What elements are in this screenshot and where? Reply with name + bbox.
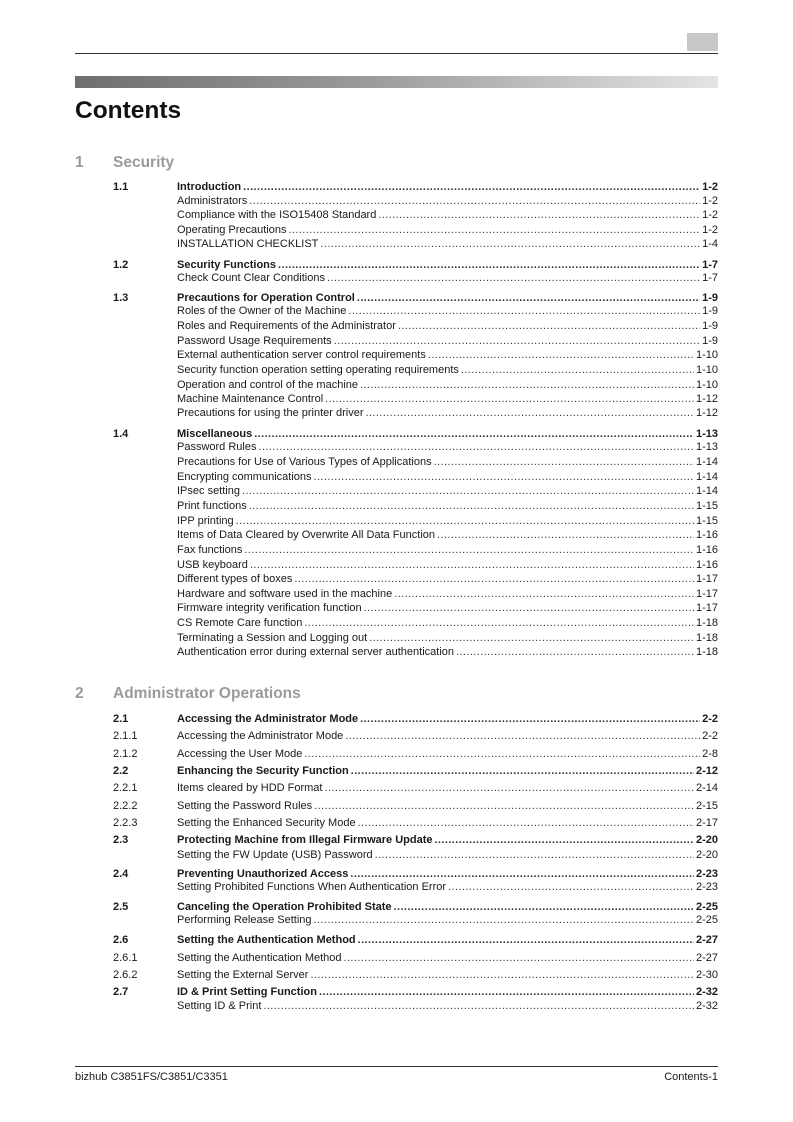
header-tab-marker [687,33,718,51]
toc-page-number[interactable]: 1-10 [695,379,718,391]
toc-entry-title[interactable]: Miscellaneous [177,428,253,440]
toc-entry[interactable] [113,455,718,469]
chapter-number: 1 [75,154,84,171]
toc-page-number[interactable]: 1-9 [702,292,718,304]
toc-entry[interactable] [113,427,718,441]
toc-page-number[interactable]: 2-12 [695,765,718,777]
toc-dot-leader [369,631,694,645]
toc-page-number[interactable]: 1-13 [695,441,718,453]
toc-entry-title[interactable]: Operating Precautions [177,224,287,236]
toc-dot-leader [365,406,693,420]
toc-entry[interactable] [113,601,718,615]
toc-entry-title[interactable]: Protecting Machine from Illegal Firmware Update [177,834,433,846]
toc-dot-leader [360,712,700,726]
toc-dot-leader [456,645,694,659]
toc-entry-title[interactable]: Administrators [177,195,248,207]
toc-entry[interactable] [113,968,718,982]
toc-entry[interactable] [113,933,718,947]
toc-dot-leader [357,291,700,305]
toc-entry-title[interactable]: ID & Print Setting Function [177,986,317,998]
toc-page-number[interactable]: 1-16 [695,559,718,571]
toc-page-number[interactable]: 1-15 [695,515,718,527]
toc-dot-leader [378,208,700,222]
toc-dot-leader [263,999,694,1013]
chapter-heading [75,154,174,172]
toc-entry-title[interactable]: Encrypting communications [177,471,312,483]
toc-page-number[interactable]: 1-7 [702,272,718,284]
toc-page-number[interactable]: 2-8 [702,748,718,760]
toc-entry-title[interactable]: Check Count Clear Conditions [177,272,325,284]
toc-entry[interactable] [113,392,718,406]
toc-entry[interactable] [113,799,718,813]
toc-dot-leader [310,968,694,982]
toc-entry[interactable] [113,223,718,237]
toc-dot-leader [314,470,694,484]
toc-dot-leader [461,363,694,377]
toc-dot-leader [434,455,694,469]
toc-page-number[interactable]: 1-17 [695,602,718,614]
toc-dot-leader [324,781,693,795]
toc-entry-title[interactable]: Terminating a Session and Logging out [177,632,368,644]
toc-entry[interactable] [113,747,718,761]
footer-model: bizhub C3851FS/C3851/C3351 [75,1071,228,1083]
toc-dot-leader [351,764,694,778]
toc-entry-title[interactable]: Security function operation setting operating requirements [177,364,459,376]
toc-page-number[interactable]: 1-18 [695,617,718,629]
toc-entry-title[interactable]: Hardware and software used in the machine [177,588,393,600]
toc-dot-leader [375,848,694,862]
toc-entry[interactable] [113,528,718,542]
toc-page-number[interactable]: 1-13 [695,428,718,440]
toc-entry-title[interactable]: Setting the Authentication Method [177,934,356,946]
toc-dot-leader [435,833,694,847]
toc-page-number[interactable]: 2-32 [695,986,718,998]
toc-dot-leader [360,378,694,392]
toc-page-number[interactable]: 1-16 [695,529,718,541]
toc-entry[interactable] [113,867,718,881]
toc-dot-leader [437,528,694,542]
toc-dot-leader [448,880,694,894]
toc-entry[interactable] [113,484,718,498]
toc-section-number: 2.1 [113,713,129,725]
toc-page-number[interactable]: 1-16 [695,544,718,556]
toc-dot-leader [350,867,694,881]
toc-entry[interactable] [113,378,718,392]
toc-entry-title[interactable]: Precautions for using the printer driver [177,407,364,419]
toc-section-number: 2.1.2 [113,748,138,760]
toc-entry-title[interactable]: Fax functions [177,544,243,556]
toc-page-number[interactable]: 1-12 [695,407,718,419]
toc-entry-title[interactable]: Compliance with the ISO15408 Standard [177,209,377,221]
toc-section-number: 2.3 [113,834,129,846]
toc-entry[interactable] [113,258,718,272]
toc-entry[interactable] [113,271,718,285]
toc-entry-title[interactable]: Items of Data Cleared by Overwrite All Data Function [177,529,435,541]
toc-entry-title[interactable]: Print functions [177,500,247,512]
toc-entry[interactable] [113,208,718,222]
toc-page-number[interactable]: 2-27 [695,934,718,946]
toc-dot-leader [294,572,694,586]
toc-dot-leader [304,616,694,630]
toc-entry-title[interactable]: Different types of boxes [177,573,293,585]
toc-page-number[interactable]: 2-23 [695,868,718,880]
toc-entry[interactable] [113,180,718,194]
toc-page-number[interactable]: 1-14 [695,485,718,497]
toc-entry-title[interactable]: Firmware integrity verification function [177,602,362,614]
toc-dot-leader [242,484,694,498]
toc-entry-title[interactable]: Security Functions [177,259,277,271]
toc-entry[interactable] [113,237,718,251]
toc-entry-title[interactable]: Setting Prohibited Functions When Authentication Error [177,881,447,893]
toc-dot-leader [358,816,694,830]
toc-dot-leader [358,933,694,947]
toc-entry-title[interactable]: Roles of the Owner of the Machine [177,305,347,317]
toc-entry[interactable] [113,729,718,743]
page-title: Contents [75,97,182,124]
toc-dot-leader [304,747,700,761]
toc-dot-leader [244,543,694,557]
toc-section-number: 2.6.2 [113,969,138,981]
toc-dot-leader [344,951,694,965]
footer-page-number: Contents-1 [664,1071,718,1083]
toc-page-number[interactable]: 1-17 [695,588,718,600]
toc-section-number: 1.2 [113,259,129,271]
toc-entry-title[interactable]: Canceling the Operation Prohibited State [177,901,392,913]
toc-section-number: 2.1.1 [113,730,138,742]
toc-entry-title[interactable]: IPP printing [177,515,234,527]
toc-section-number: 2.2 [113,765,129,777]
toc-section-number: 2.7 [113,986,129,998]
toc-entry[interactable] [113,363,718,377]
toc-section-number: 2.6 [113,934,129,946]
toc-entry-title[interactable]: Roles and Requirements of the Administrator [177,320,396,332]
toc-entry-title[interactable]: Machine Maintenance Control [177,393,324,405]
toc-entry-title[interactable]: Enhancing the Security Function [177,765,349,777]
toc-entry-title[interactable]: Precautions for Use of Various Types of Applications [177,456,432,468]
toc-entry[interactable] [113,348,718,362]
toc-page-number[interactable]: 1-17 [695,573,718,585]
toc-entry[interactable] [113,319,718,333]
toc-page-number[interactable]: 2-32 [695,1000,718,1012]
toc-page-number[interactable]: 1-2 [702,181,718,193]
toc-page-number[interactable]: 1-2 [702,224,718,236]
toc-page-number[interactable]: 2-20 [695,849,718,861]
toc-page-number[interactable]: 2-2 [702,730,718,742]
toc-page-number[interactable]: 1-9 [702,305,718,317]
toc-page-number[interactable]: 2-20 [695,834,718,846]
toc-page-number[interactable]: 2-27 [695,952,718,964]
toc-dot-leader [345,729,700,743]
toc-dot-leader [249,194,700,208]
toc-entry[interactable] [113,470,718,484]
toc-entry[interactable] [113,816,718,830]
toc-page-number[interactable]: 2-17 [695,817,718,829]
toc-dot-leader [325,392,694,406]
toc-entry[interactable] [113,985,718,999]
toc-entry-title[interactable]: Accessing the Administrator Mode [177,713,359,725]
toc-page-number[interactable]: 2-30 [695,969,718,981]
toc-dot-leader [327,271,700,285]
toc-page-number[interactable]: 1-14 [695,471,718,483]
toc-entry[interactable] [113,587,718,601]
toc-dot-leader [249,499,694,513]
toc-dot-leader [394,587,694,601]
toc-entry-title[interactable]: Accessing the User Mode [177,748,303,760]
toc-entry[interactable] [113,833,718,847]
toc-entry-title[interactable]: Precautions for Operation Control [177,292,355,304]
toc-page-number[interactable]: 2-25 [695,914,718,926]
toc-entry-title[interactable]: INSTALLATION CHECKLIST [177,238,319,250]
toc-entry-title[interactable]: Password Rules [177,441,257,453]
toc-entry[interactable] [113,951,718,965]
toc-entry-title[interactable]: Introduction [177,181,242,193]
toc-section-number: 2.2.3 [113,817,138,829]
toc-entry-title[interactable]: Accessing the Administrator Mode [177,730,344,742]
toc-entry[interactable] [113,712,718,726]
toc-entry[interactable] [113,406,718,420]
toc-entry[interactable] [113,291,718,305]
toc-entry-title[interactable]: Preventing Unauthorized Access [177,868,349,880]
toc-page-number[interactable]: 2-15 [695,800,718,812]
toc-dot-leader [258,440,693,454]
toc-dot-leader [334,334,700,348]
title-gradient-bar [75,76,718,88]
toc-page-number[interactable]: 1-4 [702,238,718,250]
toc-entry[interactable] [113,913,718,927]
toc-entry[interactable] [113,764,718,778]
chapter-title: Administrator Operations [113,685,301,702]
toc-dot-leader [320,237,700,251]
toc-entry-title[interactable]: Setting ID & Print [177,1000,262,1012]
toc-dot-leader [348,304,700,318]
toc-entry-title[interactable]: Setting the FW Update (USB) Password [177,849,373,861]
toc-entry[interactable] [113,558,718,572]
toc-entry-title[interactable]: Setting the Password Rules [177,800,313,812]
toc-entry[interactable] [113,194,718,208]
toc-entry[interactable] [113,848,718,862]
toc-page-number[interactable]: 1-9 [702,320,718,332]
toc-page-number[interactable]: 2-25 [695,901,718,913]
toc-dot-leader [250,558,694,572]
toc-entry[interactable] [113,900,718,914]
top-divider [75,53,718,54]
toc-page-number[interactable]: 2-2 [702,713,718,725]
toc-page-number[interactable]: 1-2 [702,209,718,221]
toc-page-number[interactable]: 1-2 [702,195,718,207]
toc-section-number: 1.1 [113,181,129,193]
toc-page-number[interactable]: 1-12 [695,393,718,405]
toc-entry-title[interactable]: External authentication server control requirements [177,349,426,361]
toc-section-number: 2.2.2 [113,800,138,812]
toc-dot-leader [364,601,694,615]
toc-entry[interactable] [113,304,718,318]
toc-section-number: 2.4 [113,868,129,880]
toc-dot-leader [278,258,700,272]
toc-page-number[interactable]: 1-9 [702,335,718,347]
toc-entry[interactable] [113,334,718,348]
chapter-number: 2 [75,685,84,702]
toc-entry[interactable] [113,645,718,659]
toc-entry-title[interactable]: Performing Release Setting [177,914,312,926]
toc-entry-title[interactable]: Authentication error during external server authentication [177,646,454,658]
toc-page-number[interactable]: 1-18 [695,632,718,644]
toc-dot-leader [394,900,694,914]
toc-section-number: 1.4 [113,428,129,440]
toc-dot-leader [314,913,694,927]
toc-entry-title[interactable]: CS Remote Care function [177,617,303,629]
toc-entry[interactable] [113,543,718,557]
toc-dot-leader [243,180,700,194]
toc-entry[interactable] [113,781,718,795]
toc-dot-leader [236,514,694,528]
toc-entry-title[interactable]: Setting the Authentication Method [177,952,342,964]
toc-page-number[interactable]: 1-18 [695,646,718,658]
toc-entry-title[interactable]: Operation and control of the machine [177,379,359,391]
toc-entry-title[interactable]: Setting the Enhanced Security Mode [177,817,356,829]
toc-entry[interactable] [113,616,718,630]
toc-page-number[interactable]: 1-10 [695,364,718,376]
toc-entry[interactable] [113,572,718,586]
toc-page-number[interactable]: 1-10 [695,349,718,361]
toc-entry-title[interactable]: Items cleared by HDD Format [177,782,323,794]
chapter-heading [75,685,301,703]
toc-entry[interactable] [113,499,718,513]
toc-dot-leader [314,799,694,813]
chapter-title: Security [113,154,175,171]
toc-page-number[interactable]: 1-7 [702,259,718,271]
toc-page-number[interactable]: 2-23 [695,881,718,893]
toc-dot-leader [254,427,694,441]
toc-section-number: 2.2.1 [113,782,138,794]
toc-entry-title[interactable]: Setting the External Server [177,969,309,981]
toc-dot-leader [319,985,694,999]
toc-page-number[interactable]: 1-14 [695,456,718,468]
toc-section-number: 2.5 [113,901,129,913]
toc-entry[interactable] [113,514,718,528]
toc-entry-title[interactable]: IPsec setting [177,485,240,497]
bottom-divider [75,1066,718,1067]
toc-section-number: 1.3 [113,292,129,304]
toc-dot-leader [428,348,694,362]
toc-section-number: 2.6.1 [113,952,138,964]
toc-entry[interactable] [113,999,718,1013]
toc-entry-title[interactable]: Password Usage Requirements [177,335,332,347]
toc-dot-leader [398,319,700,333]
toc-entry-title[interactable]: USB keyboard [177,559,248,571]
toc-page-number[interactable]: 1-15 [695,500,718,512]
toc-entry[interactable] [113,880,718,894]
toc-page-number[interactable]: 2-14 [695,782,718,794]
toc-entry[interactable] [113,440,718,454]
toc-entry[interactable] [113,631,718,645]
toc-dot-leader [288,223,700,237]
